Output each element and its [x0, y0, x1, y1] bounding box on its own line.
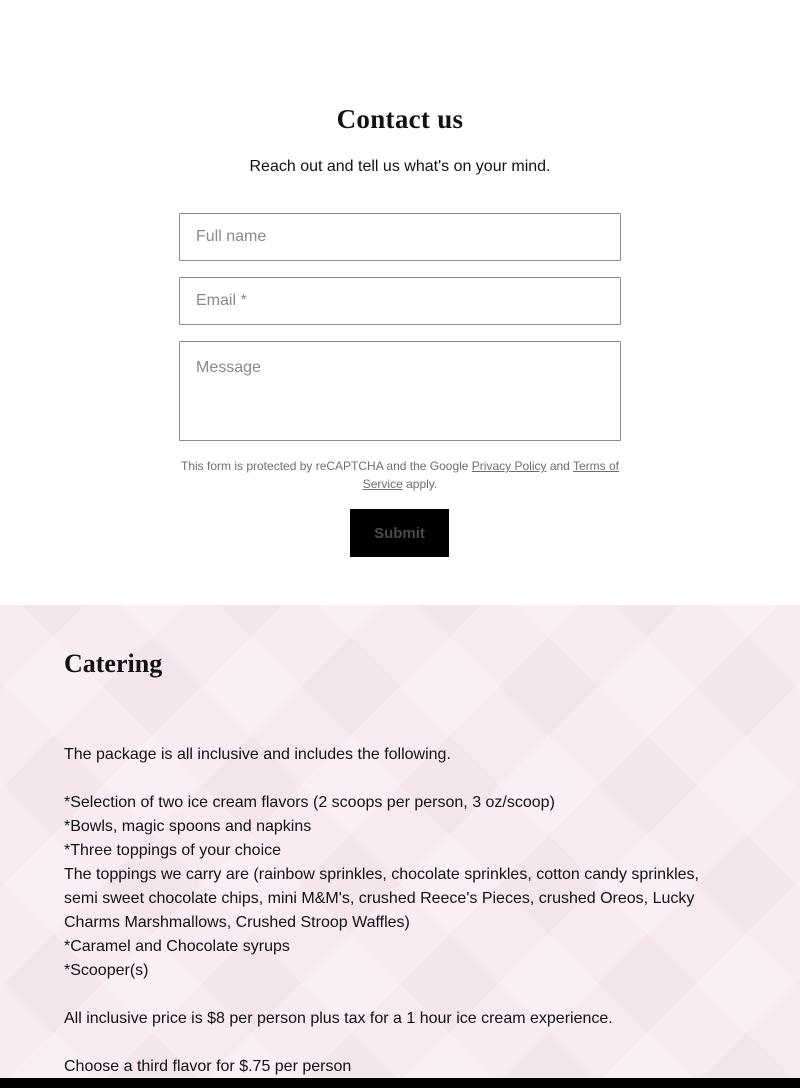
recaptcha-text: This form is protected by reCAPTCHA and the Google: [181, 459, 472, 473]
recaptcha-apply: apply.: [402, 477, 438, 491]
bottom-bar: [0, 1078, 800, 1088]
recaptcha-notice: [180, 457, 620, 493]
catering-item: *Bowls, magic spoons and napkins: [64, 818, 312, 835]
catering-title: Catering: [64, 649, 163, 678]
catering-intro: The package is all inclusive and includes the following.: [64, 746, 451, 763]
catering-item: *Caramel and Chocolate syrups: [64, 938, 290, 955]
email-input[interactable]: [179, 277, 621, 325]
recaptcha-and: and: [546, 459, 573, 473]
message-textarea[interactable]: [179, 341, 621, 441]
catering-body: [64, 743, 736, 1078]
contact-title: Contact us: [336, 104, 464, 134]
catering-item: *Scooper(s): [64, 962, 149, 979]
submit-button[interactable]: Submit: [350, 509, 449, 557]
catering-section: [0, 605, 800, 1078]
catering-third-flavor: Choose a third flavor for $.75 per person: [64, 1058, 352, 1075]
catering-item: *Selection of two ice cream flavors (2 scoops per person, 3 oz/scoop): [64, 794, 555, 811]
catering-toppings-list: The toppings we carry are (rainbow sprinkles, chocolate sprinkles, cotton candy sprinkles, semi sweet chocolate chips, mini M&M's, crushed Reece's Pieces, crushed Oreos, Lucky Charms Marshmallows, Crushed Stroop Waffles): [64, 866, 699, 931]
contact-subtitle: Reach out and tell us what's on your mind.: [249, 158, 551, 175]
catering-item: *Three toppings of your choice: [64, 842, 282, 859]
privacy-policy-link[interactable]: Privacy Policy: [471, 459, 547, 473]
terms-of-service-link[interactable]: Terms of Service: [362, 459, 619, 491]
full-name-input[interactable]: [179, 213, 621, 261]
catering-price: All inclusive price is $8 per person plus tax for a 1 hour ice cream experience.: [64, 1010, 613, 1027]
